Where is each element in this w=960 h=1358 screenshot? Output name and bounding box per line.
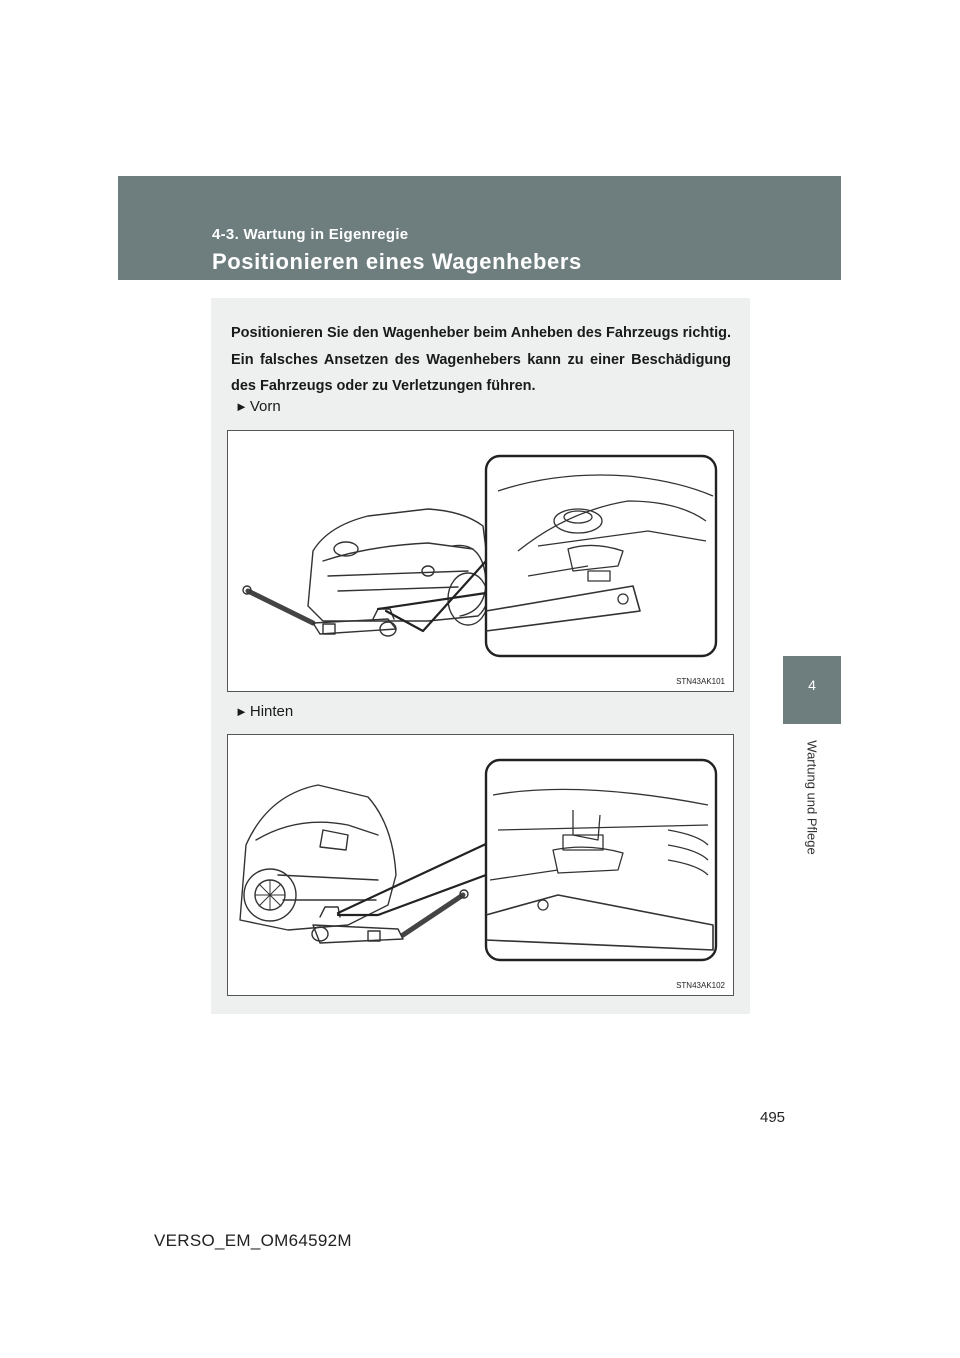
front-jack-illustration <box>228 431 733 691</box>
figure-front-jack-point <box>227 430 734 692</box>
section-label-rear: Hinten <box>249 703 294 720</box>
chapter-header <box>118 176 841 280</box>
section-label-front: Vorn <box>249 398 281 415</box>
triangle-right-icon: ► <box>235 399 248 414</box>
page-title: Positionieren eines Wagenhebers <box>212 249 582 274</box>
section-heading-front <box>235 398 281 415</box>
section-label: 4-3. Wartung in Eigenregie <box>212 226 409 243</box>
section-heading-rear <box>235 703 293 720</box>
figure-code-front: STN43AK101 <box>676 677 725 686</box>
page-number: 495 <box>760 1109 786 1126</box>
content-box <box>211 298 750 1014</box>
document-code: VERSO_EM_OM64592M <box>154 1231 352 1250</box>
chapter-tab-number: 4 <box>808 677 816 693</box>
chapter-tab-label: Wartung und Pflege <box>804 740 820 855</box>
triangle-right-icon: ► <box>235 704 248 719</box>
rear-jack-illustration <box>228 735 733 995</box>
chapter-tab[interactable] <box>783 656 841 724</box>
figure-code-rear: STN43AK102 <box>676 981 725 990</box>
figure-rear-jack-point <box>227 734 734 996</box>
intro-text: Positionieren Sie den Wagenheber beim Anheben des Fahrzeugs richtig. Ein falsches Ansetzen des Wagenhebers kann zu einer Beschädigung des Fahrzeugs oder zu Verletzungen führen. <box>231 325 731 394</box>
